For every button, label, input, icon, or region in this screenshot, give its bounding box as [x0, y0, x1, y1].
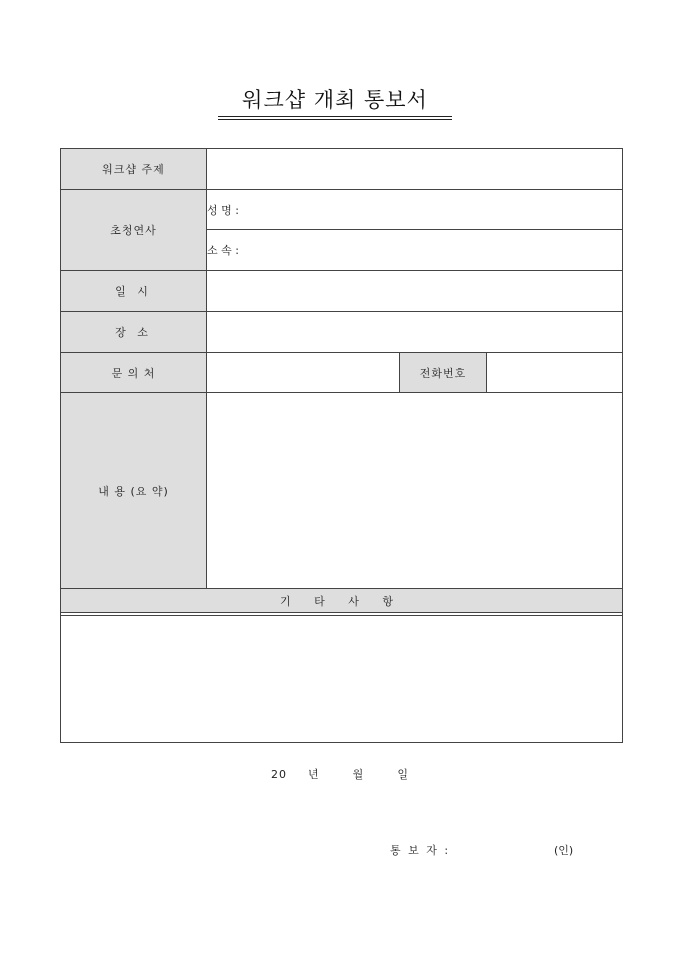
notifier-label: 통 보 자 :: [390, 844, 451, 857]
notifier-seal: (인): [554, 844, 574, 857]
title-underline-top: [218, 116, 452, 117]
speaker-affiliation-field[interactable]: [207, 230, 623, 271]
contact-field[interactable]: [207, 353, 400, 393]
topic-label: 워크샵 주제: [61, 149, 207, 190]
content-field[interactable]: [207, 393, 623, 589]
date-month-unit: 월: [352, 768, 365, 781]
datetime-field[interactable]: [207, 271, 623, 312]
datetime-label: 일 시: [61, 271, 207, 312]
document-title-block: [218, 86, 452, 124]
speaker-name-label: 성 명 :: [207, 203, 239, 217]
place-field[interactable]: [207, 312, 623, 353]
title-underline-bottom: [218, 119, 452, 120]
place-label: 장 소: [61, 312, 207, 353]
date-day-unit: 일: [397, 768, 409, 781]
speaker-label: 초청연사: [61, 190, 207, 271]
workshop-form-table: [60, 148, 623, 743]
topic-field[interactable]: [207, 149, 623, 190]
date-line: [0, 766, 680, 782]
contact-label: 문 의 처: [61, 353, 207, 393]
content-label: 내 용 (요 약): [61, 393, 207, 589]
phone-label: 전화번호: [400, 353, 487, 393]
date-year-prefix: 20: [271, 768, 288, 781]
date-year-unit: 년: [308, 768, 320, 781]
document-title: 워크샵 개최 통보서: [242, 88, 428, 112]
phone-field[interactable]: [487, 353, 623, 393]
speaker-name-field[interactable]: [207, 190, 623, 230]
other-label: 기 타 사 항: [61, 589, 623, 613]
other-field[interactable]: [61, 616, 623, 743]
speaker-affiliation-label: 소 속 :: [207, 244, 239, 257]
